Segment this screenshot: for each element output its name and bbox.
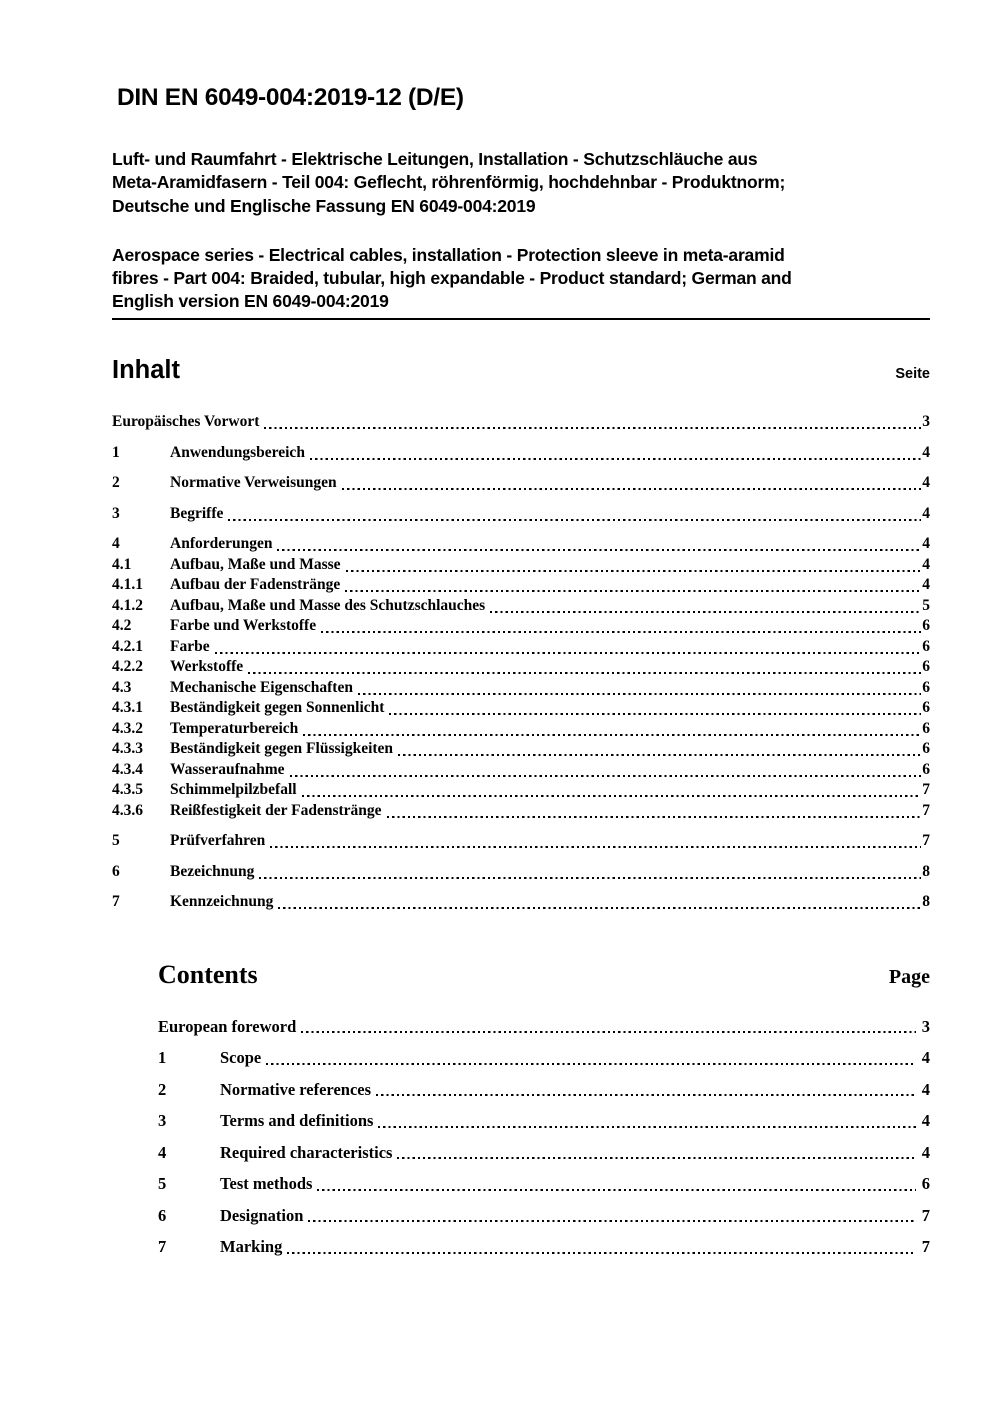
toc-entry-page-number: 8 xyxy=(922,862,930,880)
english-title-line: English version EN 6049-004:2019 xyxy=(112,291,389,312)
toc-entry-title: Kennzeichnung xyxy=(170,893,274,911)
toc-entry-page-number: 6 xyxy=(922,740,930,758)
toc-english-page-label: Page xyxy=(888,965,930,988)
toc-entry-page-number: 4 xyxy=(921,1111,930,1131)
dot-leader xyxy=(270,846,921,848)
dot-leader xyxy=(321,631,921,633)
toc-entry-title: Test methods xyxy=(220,1174,313,1194)
document-number-title: DIN EN 6049-004:2019-12 (D/E) xyxy=(117,84,464,111)
toc-entry-number: 4.3.5 xyxy=(112,781,143,799)
toc-entry-title: Bezeichnung xyxy=(170,862,255,880)
toc-entry-number: 4.3.6 xyxy=(112,801,143,819)
dot-leader xyxy=(387,816,922,818)
dot-leader xyxy=(264,427,921,429)
toc-entry xyxy=(112,504,930,525)
toc-entry xyxy=(112,412,930,433)
toc-entry-title: Reißfestigkeit der Fadenstränge xyxy=(170,801,382,819)
toc-entry-page-number: 4 xyxy=(921,1142,930,1162)
dot-leader xyxy=(308,1220,915,1222)
toc-entry xyxy=(158,1080,930,1100)
toc-entry-title: Anforderungen xyxy=(170,535,273,553)
toc-entry xyxy=(158,1048,930,1068)
dot-leader xyxy=(342,488,922,490)
toc-entry-page-number: 6 xyxy=(922,637,930,655)
toc-entry-number: 6 xyxy=(112,862,120,880)
toc-entry-title: Aufbau, Maße und Masse xyxy=(170,555,341,573)
toc-entry xyxy=(112,831,930,852)
toc-entry xyxy=(112,575,930,596)
toc-entry-page-number: 4 xyxy=(922,535,930,553)
toc-entry-number: 4.3.3 xyxy=(112,740,143,758)
toc-entry xyxy=(112,801,930,822)
toc-entry-number: 4.1.1 xyxy=(112,576,143,594)
toc-entry-number: 4.3.2 xyxy=(112,719,143,737)
toc-entry-title: Schimmelpilzbefall xyxy=(170,781,297,799)
toc-entry-number: 4.3.1 xyxy=(112,699,143,717)
toc-entry xyxy=(158,1237,930,1257)
toc-entry-title: Farbe und Werkstoffe xyxy=(170,617,317,635)
toc-entry xyxy=(158,1174,930,1194)
dot-leader xyxy=(259,877,921,879)
dot-leader xyxy=(389,713,921,715)
toc-entry-number: 2 xyxy=(112,474,120,492)
toc-entry-number: 4 xyxy=(158,1142,167,1162)
toc-entry-page-number: 3 xyxy=(922,413,930,431)
dot-leader xyxy=(278,907,921,909)
dot-leader xyxy=(215,652,922,654)
toc-entry-title: Aufbau, Maße und Masse des Schutzschlauches xyxy=(170,596,486,614)
toc-entry xyxy=(112,555,930,576)
toc-entry-title: Beständigkeit gegen Flüssigkeiten xyxy=(170,740,394,758)
dot-leader xyxy=(378,1126,915,1128)
dot-leader xyxy=(287,1252,915,1254)
toc-entry xyxy=(112,616,930,637)
toc-entry xyxy=(158,1017,930,1037)
dot-leader xyxy=(310,458,921,460)
toc-entry-number: 5 xyxy=(112,832,120,850)
toc-entry xyxy=(112,892,930,913)
toc-entry-page-number: 6 xyxy=(922,658,930,676)
toc-entry xyxy=(112,473,930,494)
toc-entry-page-number: 4 xyxy=(922,474,930,492)
german-title-line: Luft- und Raumfahrt - Elektrische Leitungen, Installation - Schutzschläuche aus xyxy=(112,149,758,170)
toc-entry-page-number: 4 xyxy=(922,555,930,573)
dot-leader xyxy=(248,672,921,674)
toc-entry-number: 4 xyxy=(112,535,120,553)
toc-entry-number: 3 xyxy=(158,1111,167,1131)
dot-leader xyxy=(376,1094,916,1096)
toc-entry-number: 4.1 xyxy=(112,555,132,573)
toc-entry-title: Werkstoffe xyxy=(170,658,244,676)
toc-entry-page-number: 4 xyxy=(922,576,930,594)
toc-entry-title: Farbe xyxy=(170,637,210,655)
toc-entry xyxy=(112,862,930,883)
toc-entry-title: Normative Verweisungen xyxy=(170,474,337,492)
toc-entry-page-number: 6 xyxy=(922,699,930,717)
toc-german-heading-row xyxy=(112,356,930,385)
dot-leader xyxy=(397,1157,915,1159)
toc-entry-page-number: 6 xyxy=(922,617,930,635)
toc-german-section xyxy=(112,356,930,913)
toc-entry-title: Required characteristics xyxy=(220,1142,393,1162)
toc-entry xyxy=(112,443,930,464)
document-header xyxy=(112,84,930,320)
toc-entry-number: 4.2.2 xyxy=(112,658,143,676)
german-title-line: Meta-Aramidfasern - Teil 004: Geflecht, röhrenförmig, hochdehnbar - Produktnorm; xyxy=(112,172,786,193)
toc-entry xyxy=(112,719,930,740)
toc-entry xyxy=(158,1206,930,1226)
toc-entry xyxy=(112,739,930,760)
toc-entry-number: 3 xyxy=(112,504,120,522)
toc-entry-title: European foreword xyxy=(158,1016,297,1036)
toc-entry xyxy=(112,698,930,719)
toc-entry-title: Europäisches Vorwort xyxy=(112,413,260,431)
toc-german-heading: Inhalt xyxy=(112,356,180,385)
toc-entry xyxy=(112,657,930,678)
toc-entry-title: Beständigkeit gegen Sonnenlicht xyxy=(170,699,385,717)
toc-entry-title: Normative references xyxy=(220,1079,372,1099)
english-title-line: Aerospace series - Electrical cables, installation - Protection sleeve in meta-aramid xyxy=(112,244,785,265)
toc-entry xyxy=(158,1143,930,1163)
toc-entry xyxy=(112,760,930,781)
toc-entry-page-number: 4 xyxy=(922,504,930,522)
toc-entry xyxy=(112,678,930,699)
document-title-english xyxy=(112,244,930,314)
toc-entry-title: Aufbau der Fadenstränge xyxy=(170,576,341,594)
dot-leader xyxy=(290,775,922,777)
toc-entry-page-number: 5 xyxy=(922,596,930,614)
toc-entry-number: 6 xyxy=(158,1205,167,1225)
dot-leader xyxy=(303,734,921,736)
toc-german-page-label: Seite xyxy=(895,366,930,383)
toc-entry-page-number: 7 xyxy=(921,1205,930,1225)
toc-english-heading-row xyxy=(158,960,930,990)
toc-entry-title: Prüfverfahren xyxy=(170,832,266,850)
header-divider xyxy=(112,318,930,320)
toc-german-list xyxy=(112,412,930,913)
toc-entry xyxy=(112,534,930,555)
toc-entry-page-number: 4 xyxy=(921,1048,930,1068)
toc-entry xyxy=(112,637,930,658)
toc-entry-page-number: 6 xyxy=(922,719,930,737)
dot-leader xyxy=(358,693,921,695)
toc-entry-number: 4.1.2 xyxy=(112,596,143,614)
toc-entry-title: Terms and definitions xyxy=(220,1111,374,1131)
toc-entry-number: 1 xyxy=(112,443,120,461)
toc-entry-title: Wasseraufnahme xyxy=(170,760,285,778)
dot-leader xyxy=(317,1189,915,1191)
dot-leader xyxy=(301,1031,915,1033)
dot-leader xyxy=(346,570,922,572)
toc-entry-page-number: 6 xyxy=(922,678,930,696)
dot-leader xyxy=(228,519,921,521)
dot-leader xyxy=(302,795,922,797)
english-title-line: fibres - Part 004: Braided, tubular, high expandable - Product standard; German and xyxy=(112,267,792,288)
toc-entry-page-number: 4 xyxy=(921,1079,930,1099)
toc-entry-number: 2 xyxy=(158,1079,167,1099)
toc-entry-title: Temperaturbereich xyxy=(170,719,299,737)
toc-entry-title: Designation xyxy=(220,1205,304,1225)
toc-entry-title: Marking xyxy=(220,1237,283,1257)
dot-leader xyxy=(266,1063,916,1065)
toc-entry-page-number: 7 xyxy=(922,781,930,799)
toc-entry-number: 4.2 xyxy=(112,617,132,635)
dot-leader xyxy=(490,611,921,613)
toc-entry-page-number: 6 xyxy=(921,1174,930,1194)
toc-entry-title: Anwendungsbereich xyxy=(170,443,305,461)
toc-entry-title: Begriffe xyxy=(170,504,224,522)
toc-entry-page-number: 3 xyxy=(921,1016,930,1036)
dot-leader xyxy=(277,549,921,551)
dot-leader xyxy=(345,590,921,592)
toc-entry xyxy=(158,1111,930,1131)
toc-entry-number: 5 xyxy=(158,1174,167,1194)
toc-english-section xyxy=(158,960,930,1258)
toc-entry-page-number: 7 xyxy=(921,1237,930,1257)
toc-entry-number: 7 xyxy=(112,893,120,911)
toc-entry-page-number: 6 xyxy=(922,760,930,778)
toc-entry-number: 7 xyxy=(158,1237,167,1257)
toc-entry-page-number: 4 xyxy=(922,443,930,461)
toc-entry-page-number: 7 xyxy=(922,801,930,819)
toc-entry xyxy=(112,780,930,801)
toc-entry-number: 4.3.4 xyxy=(112,760,143,778)
toc-entry-title: Scope xyxy=(220,1048,262,1068)
toc-english-list xyxy=(158,1017,930,1258)
toc-entry-page-number: 8 xyxy=(922,893,930,911)
document-title-german xyxy=(112,148,930,218)
toc-entry-number: 1 xyxy=(158,1048,167,1068)
dot-leader xyxy=(398,754,921,756)
toc-entry-title: Mechanische Eigenschaften xyxy=(170,678,353,696)
toc-entry-page-number: 7 xyxy=(922,832,930,850)
toc-entry xyxy=(112,596,930,617)
german-title-line: Deutsche und Englische Fassung EN 6049-004:2019 xyxy=(112,195,536,216)
toc-entry-number: 4.2.1 xyxy=(112,637,143,655)
toc-english-heading: Contents xyxy=(158,959,258,989)
toc-entry-number: 4.3 xyxy=(112,678,132,696)
